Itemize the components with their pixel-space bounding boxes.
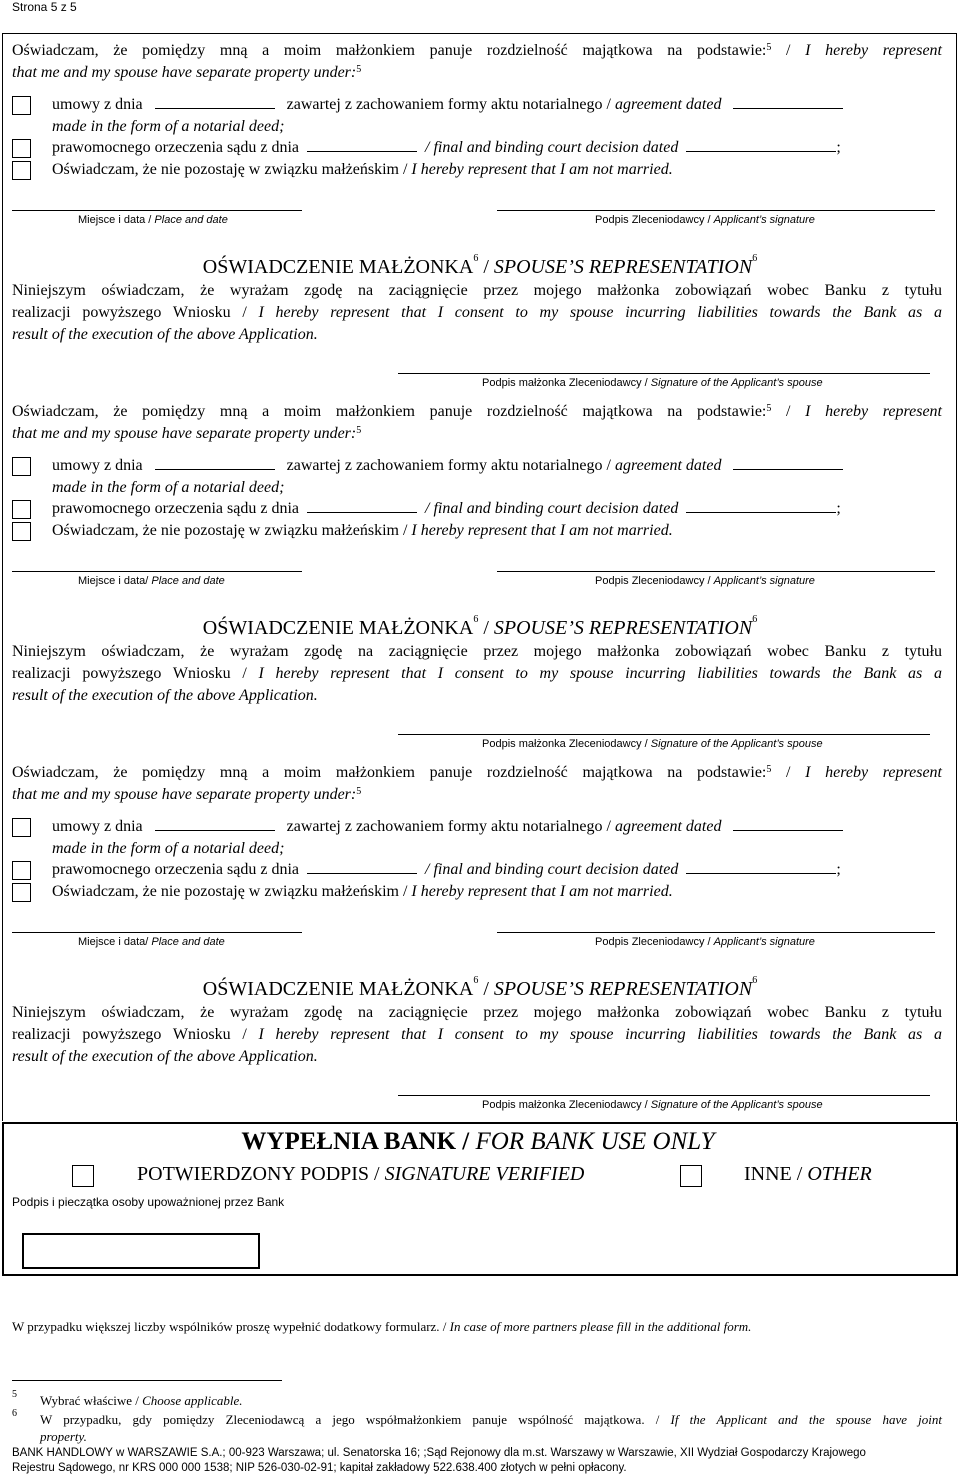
additional-form-note: W przypadku większej liczby wspólników proszę wypełnić dodatkowy formularz. / In case of more partners please fill in the additional form. <box>12 1319 752 1334</box>
agreement-date-en-field[interactable] <box>733 457 843 470</box>
option-court-decision-checkbox[interactable] <box>12 861 31 880</box>
option-court-decision-checkbox[interactable] <box>12 500 31 519</box>
option-not-married: Oświadczam, że nie pozostaję w związku małżeńskim / I hereby represent that I am not married. <box>52 161 673 178</box>
option-notarial-agreement-checkbox[interactable] <box>12 818 31 837</box>
other-checkbox[interactable] <box>680 1165 702 1187</box>
place-date-caption: Miejsce i data / Place and date <box>78 214 228 226</box>
agreement-date-field[interactable] <box>155 818 275 831</box>
spouse-signature-line[interactable] <box>398 734 930 735</box>
option-not-married-checkbox[interactable] <box>12 522 31 541</box>
option-notarial-agreement-checkbox[interactable] <box>12 457 31 476</box>
separate-property-declaration-en: that me and my spouse have separate property under:$^5$ <box>12 425 362 442</box>
option-notarial-agreement: umowy z dnia zawartej z zachowaniem formy aktu notarialnego / agreement dated <box>52 94 942 116</box>
spouse-signature-caption: Podpis małżonka Zleceniodawcy / Signature of the Applicant’s spouse <box>482 738 823 750</box>
footnote-separator <box>12 1380 282 1381</box>
spouse-consent-line-1: Niniejszym oświadczam, że wyrażam zgodę na zaciągnięcie przez mojego małżonka zobowiązań wobec Banku z tytułu <box>12 643 942 660</box>
footnote-6-number: 6 <box>12 1408 17 1419</box>
spouse-signature-line[interactable] <box>398 1095 930 1096</box>
separate-property-declaration: Oświadczam, że pomiędzy mną a moim małżonkiem panuje rozdzielność majątkowa na podstawie:$^5$ / I hereby represent <box>12 42 943 59</box>
place-date-line[interactable] <box>12 210 302 211</box>
footnote-5: Wybrać właściwe / Choose applicable. <box>40 1393 243 1408</box>
spouse-consent-line-2: realizacji powyższego Wniosku / I hereby represent that I consent to my spouse incurring liabilities towards the Bank as a <box>12 1026 942 1043</box>
applicant-signature-line[interactable] <box>497 571 935 572</box>
court-decision-date-field[interactable] <box>307 139 417 152</box>
option-notarial-agreement-en: made in the form of a notarial deed; <box>52 840 285 857</box>
agreement-date-field[interactable] <box>155 96 275 109</box>
option-court-decision: prawomocnego orzeczenia sądu z dnia / final and binding court decision dated ; <box>52 861 841 878</box>
spouse-consent-line-2: realizacji powyższego Wniosku / I hereby represent that I consent to my spouse incurring liabilities towards the Bank as a <box>12 304 942 321</box>
footnote-6: W przypadku, gdy pomiędzy Zleceniodawcą a jego współmałżonkiem panuje wspólność majątkowa. / If the Applicant and the spouse have joint <box>40 1412 942 1427</box>
place-date-caption: Miejsce i data/ Place and date <box>78 575 225 587</box>
separate-property-declaration-en: that me and my spouse have separate property under:$^5$ <box>12 64 362 81</box>
agreement-date-en-field[interactable] <box>733 96 843 109</box>
option-notarial-agreement-checkbox[interactable] <box>12 96 31 115</box>
agreement-date-en-field[interactable] <box>733 818 843 831</box>
signature-verified-checkbox[interactable] <box>72 1165 94 1187</box>
separate-property-declaration-en: that me and my spouse have separate property under:$^5$ <box>12 786 362 803</box>
court-decision-date-en-field[interactable] <box>686 861 836 874</box>
page-number: Strona 5 z 5 <box>12 0 77 14</box>
other-label: INNE / OTHER <box>744 1163 872 1185</box>
footnote-5-number: 5 <box>12 1389 17 1400</box>
spouse-consent-line-3: result of the execution of the above Application. <box>12 1048 318 1065</box>
option-court-decision-checkbox[interactable] <box>12 139 31 158</box>
spouse-consent-line-1: Niniejszym oświadczam, że wyrażam zgodę na zaciągnięcie przez mojego małżonka zobowiązań wobec Banku z tytułu <box>12 1004 942 1021</box>
spouse-consent-line-3: result of the execution of the above Application. <box>12 687 318 704</box>
applicant-signature-caption: Podpis Zleceniodawcy / Applicant’s signature <box>595 575 815 587</box>
spouse-signature-caption: Podpis małżonka Zleceniodawcy / Signature of the Applicant’s spouse <box>482 377 823 389</box>
spouse-consent-line-3: result of the execution of the above Application. <box>12 326 318 343</box>
option-notarial-agreement: umowy z dnia zawartej z zachowaniem formy aktu notarialnego / agreement dated <box>52 455 942 477</box>
stamp-field[interactable] <box>22 1233 260 1269</box>
footnote-6-continued: property. <box>40 1429 87 1444</box>
court-decision-date-en-field[interactable] <box>686 139 836 152</box>
option-court-decision: prawomocnego orzeczenia sądu z dnia / final and binding court decision dated ; <box>52 500 841 517</box>
spouse-signature-caption: Podpis małżonka Zleceniodawcy / Signature of the Applicant’s spouse <box>482 1099 823 1111</box>
spouse-representation-heading: OŚWIADCZENIE MAŁŻONKA$^6$ / SPOUSE’S REPRESENTATION$^6$ <box>202 253 758 278</box>
company-info-line-1: BANK HANDLOWY w WARSZAWIE S.A.; 00-923 Warszawa; ul. Senatorska 16; ;Sąd Rejonowy dla m.st. Warszawy w Warszawie, XII Wydział Gospodarczy Krajowego <box>12 1447 866 1459</box>
agreement-date-field[interactable] <box>155 457 275 470</box>
applicant-signature-line[interactable] <box>497 932 935 933</box>
spouse-consent-line-2: realizacji powyższego Wniosku / I hereby represent that I consent to my spouse incurring liabilities towards the Bank as a <box>12 665 942 682</box>
option-court-decision: prawomocnego orzeczenia sądu z dnia / final and binding court decision dated ; <box>52 139 841 156</box>
spouse-signature-line[interactable] <box>398 373 930 374</box>
court-decision-date-field[interactable] <box>307 861 417 874</box>
option-notarial-agreement-en: made in the form of a notarial deed; <box>52 479 285 496</box>
place-date-caption: Miejsce i data/ Place and date <box>78 936 225 948</box>
option-not-married: Oświadczam, że nie pozostaję w związku małżeńskim / I hereby represent that I am not married. <box>52 883 673 900</box>
court-decision-date-field[interactable] <box>307 500 417 513</box>
applicant-signature-caption: Podpis Zleceniodawcy / Applicant’s signature <box>595 214 815 226</box>
court-decision-date-en-field[interactable] <box>686 500 836 513</box>
signature-verified-label: POTWIERDZONY PODPIS / SIGNATURE VERIFIED <box>137 1163 585 1185</box>
option-not-married-checkbox[interactable] <box>12 161 31 180</box>
applicant-signature-line[interactable] <box>497 210 935 211</box>
separate-property-declaration: Oświadczam, że pomiędzy mną a moim małżonkiem panuje rozdzielność majątkowa na podstawie:$^5$ / I hereby represent <box>12 764 943 781</box>
option-not-married: Oświadczam, że nie pozostaję w związku małżeńskim / I hereby represent that I am not married. <box>52 522 673 539</box>
spouse-representation-heading: OŚWIADCZENIE MAŁŻONKA$^6$ / SPOUSE’S REPRESENTATION$^6$ <box>202 975 758 1000</box>
stamp-label: Podpis i pieczątka osoby upoważnionej przez Bank <box>12 1195 285 1209</box>
bank-use-title: WYPEŁNIA BANK / FOR BANK USE ONLY <box>241 1128 715 1155</box>
company-info-line-2: Rejestru Sądowego, nr KRS 000 000 1538; NIP 526-030-02-91; kapitał zakładowy 522.638.400 złotych w pełni opłacony. <box>12 1462 627 1474</box>
option-notarial-agreement: umowy z dnia zawartej z zachowaniem formy aktu notarialnego / agreement dated <box>52 816 942 838</box>
place-date-line[interactable] <box>12 932 302 933</box>
applicant-signature-caption: Podpis Zleceniodawcy / Applicant’s signature <box>595 936 815 948</box>
place-date-line[interactable] <box>12 571 302 572</box>
spouse-consent-line-1: Niniejszym oświadczam, że wyrażam zgodę na zaciągnięcie przez mojego małżonka zobowiązań wobec Banku z tytułu <box>12 282 942 299</box>
separate-property-declaration: Oświadczam, że pomiędzy mną a moim małżonkiem panuje rozdzielność majątkowa na podstawie:$^5$ / I hereby represent <box>12 403 943 420</box>
spouse-representation-heading: OŚWIADCZENIE MAŁŻONKA$^6$ / SPOUSE’S REPRESENTATION$^6$ <box>202 614 758 639</box>
option-not-married-checkbox[interactable] <box>12 883 31 902</box>
option-notarial-agreement-en: made in the form of a notarial deed; <box>52 118 285 135</box>
